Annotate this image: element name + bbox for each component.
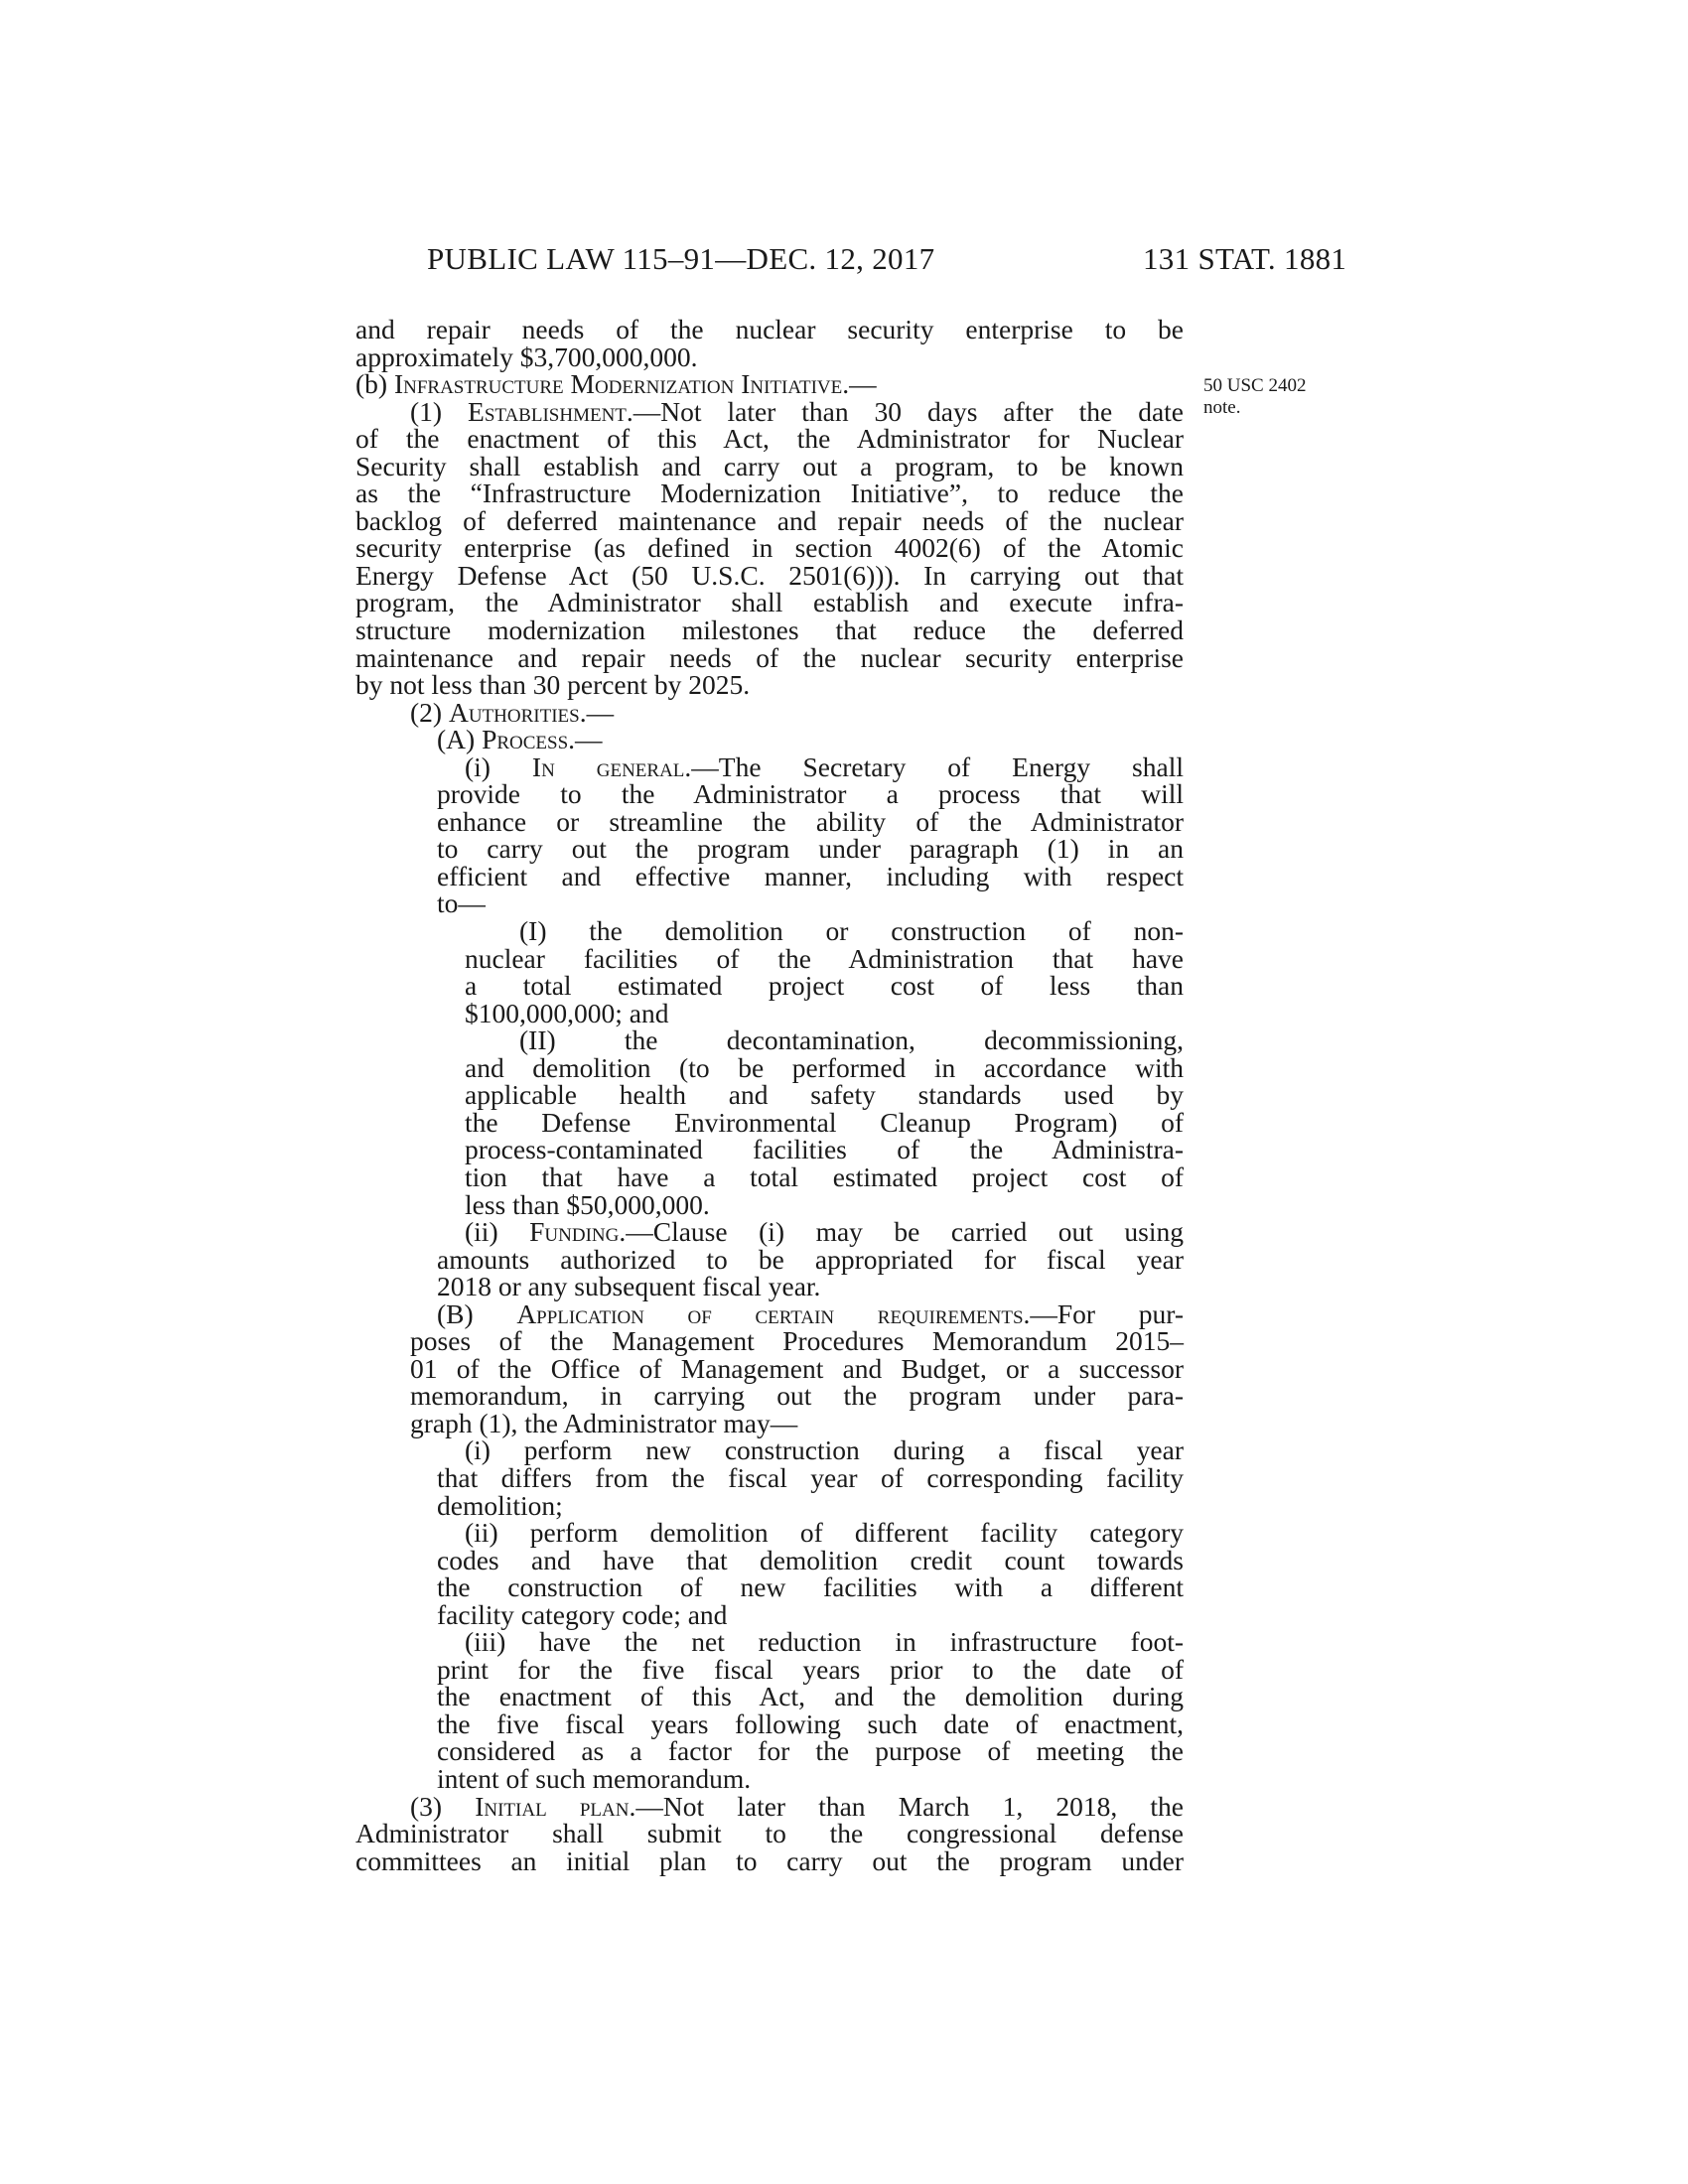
text-line (355, 316, 1184, 343)
text-run: demolition; (437, 1489, 563, 1521)
text-run: $100,000,000; and (465, 997, 669, 1028)
text-line (355, 1136, 1184, 1163)
text-line (355, 534, 1184, 562)
text-line (355, 504, 1184, 536)
text-run: tion that have a total estimated project cost of (465, 1160, 1184, 1192)
text-line (355, 835, 1184, 863)
text-run: .—For pur- (1023, 1297, 1185, 1329)
text-line (355, 1598, 1184, 1630)
text-run: (i) (465, 751, 532, 782)
text-line (355, 425, 1184, 453)
text-run: security enterprise (as defined in section 4002(6) of the Atomic (355, 532, 1184, 564)
text-run: .— (568, 724, 603, 755)
text-line (355, 1737, 1184, 1765)
text-run: codes and have that demolition credit count towards (437, 1544, 1184, 1575)
text-line (355, 1243, 1184, 1275)
text-line (355, 917, 1184, 945)
page-header-title: PUBLIC LAW 115–91—DEC. 12, 2017 (427, 241, 935, 276)
margin-citation-line: 50 USC 2402 (1203, 375, 1307, 396)
text-run: the five fiscal years following such date of enactment, (437, 1707, 1184, 1739)
small-caps-heading: Initial plan (475, 1790, 630, 1822)
text-run: to— (437, 887, 486, 919)
text-line (355, 1628, 1184, 1656)
text-run: amounts authorized to be appropriated for fiscal year (437, 1243, 1184, 1275)
text-line (355, 997, 1184, 1028)
small-caps-heading: Funding (529, 1216, 620, 1248)
text-run: a total estimated project cost of less than (465, 970, 1184, 1002)
text-run: to carry out the program under paragraph (1) in an (437, 833, 1184, 865)
text-line (355, 1026, 1184, 1054)
text-run: approximately $3,700,000,000. (355, 341, 698, 372)
text-run: .—Not later than March 1, 2018, the (629, 1790, 1184, 1822)
text-run: by not less than 30 percent by 2025. (355, 669, 751, 701)
small-caps-heading: Establishment (468, 395, 627, 427)
text-run: as the “Infrastructure Modernization Initiative”, to reduce the (355, 478, 1184, 509)
margin-citation-note (1203, 375, 1342, 419)
text-line (355, 696, 1184, 728)
text-run: Administrator shall submit to the congressional defense (355, 1818, 1184, 1849)
text-run: (B) (437, 1297, 517, 1329)
text-run: process-contaminated facilities of the Administra- (465, 1134, 1184, 1165)
small-caps-heading: Application of certain requirements (516, 1297, 1024, 1329)
text-line (355, 1106, 1184, 1138)
text-line (355, 1844, 1184, 1876)
text-run: provide to the Administrator a process that will (437, 778, 1184, 810)
text-line (355, 1762, 1184, 1794)
text-run: facility category code; and (437, 1598, 728, 1630)
text-run: (ii) (465, 1216, 530, 1248)
text-run: the Defense Environmental Cleanup Program) of (465, 1106, 1184, 1138)
text-line (355, 805, 1184, 837)
small-caps-heading: In general (531, 751, 685, 782)
text-line (355, 753, 1184, 781)
text-run: (i) perform new construction during a fiscal year (465, 1434, 1184, 1466)
text-line (355, 1544, 1184, 1575)
text-line (355, 1461, 1184, 1493)
small-caps-heading: Process (482, 724, 569, 755)
text-run: (ii) perform demolition of different facility category (465, 1517, 1184, 1549)
text-run: the construction of new facilities with a different (437, 1571, 1184, 1603)
text-run: (A) (437, 724, 483, 755)
text-run: the enactment of this Act, and the demolition during (437, 1681, 1184, 1712)
text-run: graph (1), the Administrator may— (410, 1407, 798, 1438)
text-run: .— (579, 696, 615, 728)
text-line (355, 1653, 1184, 1685)
text-run: memorandum, in carrying out the program under para- (410, 1380, 1184, 1412)
small-caps-heading: Authorities (448, 696, 580, 728)
text-line (355, 343, 1184, 371)
text-line (355, 395, 1184, 427)
text-run: backlog of deferred maintenance and repair needs of the nuclear (355, 504, 1184, 536)
text-run: efficient and effective manner, including with respect (437, 860, 1184, 891)
text-run: 2018 or any subsequent fiscal year. (437, 1271, 821, 1302)
text-run: that differs from the fiscal year of corresponding facility (437, 1461, 1184, 1493)
text-line (355, 1382, 1184, 1410)
small-caps-heading: Infrastructure Modernization Initiative (393, 368, 843, 400)
text-line (355, 589, 1184, 616)
text-line (355, 479, 1184, 507)
text-run: nuclear facilities of the Administration that have (465, 942, 1184, 974)
text-run: less than $50,000,000. (465, 1188, 710, 1220)
text-line (355, 671, 1184, 699)
text-line (355, 889, 1184, 917)
text-line (355, 1489, 1184, 1521)
text-run: 01 of the Office of Management and Budget, or a successor (410, 1352, 1184, 1384)
text-line (355, 1273, 1184, 1300)
text-run: structure modernization milestones that reduce the deferred (355, 614, 1184, 646)
text-line (355, 1327, 1184, 1355)
text-line (355, 1218, 1184, 1246)
text-line (355, 641, 1184, 673)
text-run: and demolition (to be performed in accordance with (465, 1051, 1184, 1083)
text-line (355, 860, 1184, 891)
text-line (355, 1407, 1184, 1438)
text-line (355, 1297, 1185, 1329)
text-line (355, 1436, 1184, 1464)
text-line (355, 942, 1184, 974)
text-run: maintenance and repair needs of the nuclear security enterprise (355, 641, 1184, 673)
text-line (355, 1160, 1184, 1192)
text-run: enhance or streamline the ability of the Administrator (437, 805, 1184, 837)
text-run: of the enactment of this Act, the Administrator for Nuclear (355, 423, 1184, 455)
text-run: poses of the Management Procedures Memorandum 2015– (410, 1325, 1184, 1357)
text-line (355, 726, 1184, 753)
text-run: and repair needs of the nuclear security enterprise to be (355, 314, 1184, 344)
text-run: (iii) have the net reduction in infrastructure foot- (465, 1626, 1184, 1658)
text-line (355, 1519, 1184, 1547)
text-run: (I) the demolition or construction of non- (519, 915, 1184, 947)
text-run: committees an initial plan to carry out the program under (355, 1844, 1184, 1876)
text-run: Security shall establish and carry out a program, to be known (355, 450, 1184, 481)
margin-citation-line: note. (1203, 397, 1241, 418)
text-line (355, 1790, 1184, 1822)
text-run: (1) (410, 395, 469, 427)
text-line (355, 1051, 1184, 1083)
text-line (355, 1352, 1184, 1384)
statute-body-text (355, 316, 1184, 1874)
text-line (355, 370, 1184, 398)
text-line (355, 616, 1184, 644)
text-run: Energy Defense Act (50 U.S.C. 2501(6))). In carrying out that (355, 559, 1184, 591)
text-line (355, 450, 1184, 481)
text-run: (b) (355, 368, 394, 400)
text-run: applicable health and safety standards used by (465, 1079, 1184, 1111)
page-header-stat-number: 131 STAT. 1881 (1143, 241, 1347, 276)
text-line (355, 1573, 1184, 1601)
text-line (355, 1188, 1184, 1220)
text-run: .—Clause (i) may be carried out using (619, 1216, 1184, 1248)
text-line (355, 1081, 1184, 1109)
text-line (355, 1683, 1184, 1710)
text-line (355, 780, 1184, 808)
text-run: (3) (410, 1790, 476, 1822)
text-line (355, 559, 1184, 591)
text-run: .— (842, 368, 877, 400)
text-run: .—The Secretary of Energy shall (684, 751, 1184, 782)
text-run: print for the five fiscal years prior to the date of (437, 1653, 1184, 1685)
text-run: intent of such memorandum. (437, 1762, 752, 1794)
text-run: considered as a factor for the purpose of meeting the (437, 1735, 1184, 1767)
text-run: .—Not later than 30 days after the date (626, 395, 1184, 427)
text-run: (II) the decontamination, decommissioning, (519, 1024, 1184, 1056)
text-line (355, 972, 1184, 1000)
text-run: (2) (410, 696, 449, 728)
text-line (355, 1707, 1184, 1739)
text-run: program, the Administrator shall establish and execute infra- (355, 587, 1184, 618)
text-line (355, 1820, 1184, 1847)
